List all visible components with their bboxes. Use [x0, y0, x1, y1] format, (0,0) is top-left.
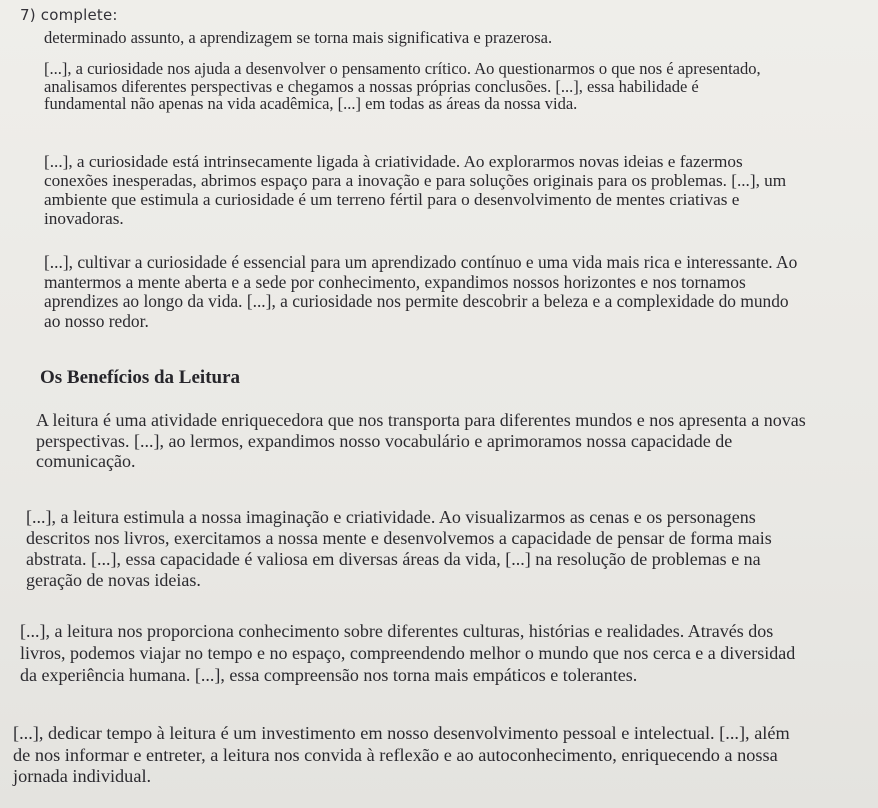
text-line: abstrata. [...], essa capacidade é valiosa em diversas áreas da vida, [...] na resolução de problemas e na: [26, 549, 761, 569]
section-heading: Os Benefícios da Leitura: [40, 367, 241, 388]
text-line: de nos informar e entreter, a leitura nos convida à reflexão e ao autoconhecimento, enriquecendo a nossa: [13, 744, 778, 765]
text-line: conexões inesperadas, abrimos espaço para a inovação e para soluções originais para os problemas. [...], um: [44, 171, 787, 190]
text-line: [...], a curiosidade nos ajuda a desenvolver o pensamento crítico. Ao questionarmos o que nos é apresentado,: [44, 59, 761, 78]
text-line: livros, podemos viajar no tempo e no espaço, compreendendo melhor o mundo que nos cerca e a diversidad: [20, 643, 796, 663]
reading-paragraph-3: [20, 620, 795, 686]
reading-paragraph-4: [13, 723, 790, 788]
text-line: aprendizes ao longo da vida. [...], a curiosidade nos permite descobrir a beleza e a complexidade do mundo: [44, 291, 789, 311]
text-line: analisamos diferentes perspectivas e chegamos a nossas próprias conclusões. [...], essa habilidade é: [44, 76, 699, 96]
text-line: [...], dedicar tempo à leitura é um investimento em nosso desenvolvimento pessoal e intelectual. [...], além: [13, 723, 790, 743]
paragraph-2: [44, 60, 761, 113]
text-line: comunicação.: [36, 451, 136, 471]
text-line: fundamental não apenas na vida acadêmica, [...] em todas as áreas da nossa vida.: [44, 94, 578, 113]
text-line: descritos nos livros, exercitamos a nossa mente e desenvolvemos a capacidade de pensar de forma mais: [26, 528, 772, 548]
text-line: perspectivas. [...], ao lermos, expandimos nosso vocabulário e aprimoramos nossa capacidade de: [36, 430, 733, 451]
text-line: [...], a leitura estimula a nossa imaginação e criatividade. Ao visualizarmos as cenas e os personagens: [26, 507, 756, 527]
text-line: determinado assunto, a aprendizagem se torna mais significativa e prazerosa.: [44, 28, 553, 47]
text-line: [...], a leitura nos proporciona conhecimento sobre diferentes culturas, histórias e realidades. Através dos: [20, 621, 774, 641]
reading-paragraph-2: [26, 507, 772, 591]
text-line: mantermos a mente aberta e a sede por conhecimento, expandimos nossos horizontes e nos tornamos: [44, 271, 746, 292]
text-line: da experiência humana. [...], essa compreensão nos torna mais empáticos e tolerantes.: [20, 665, 638, 685]
text-line: A leitura é uma atividade enriquecedora que nos transporta para diferentes mundos e nos apresenta a novas: [36, 410, 806, 430]
paragraph-3: [44, 152, 786, 228]
paragraph-1: [44, 28, 552, 48]
question-number-label: 7) complete:: [20, 6, 118, 24]
text-line: [...], a curiosidade está intrinsecamente ligada à criatividade. Ao explorarmos novas ideias e fazermos: [44, 152, 743, 171]
text-line: jornada individual.: [13, 766, 152, 786]
text-line: ao nosso redor.: [44, 310, 149, 331]
text-line: [...], cultivar a curiosidade é essencial para um aprendizado contínuo e uma vida mais rica e interessante. Ao: [44, 252, 798, 272]
text-line: ambiente que estimula a curiosidade é um terreno fértil para o desenvolvimento de mentes criativas e: [44, 190, 740, 209]
paragraph-4: [44, 253, 797, 331]
reading-paragraph-1: [36, 410, 806, 472]
text-line: inovadoras.: [44, 209, 124, 228]
text-line: geração de novas ideias.: [26, 570, 201, 590]
